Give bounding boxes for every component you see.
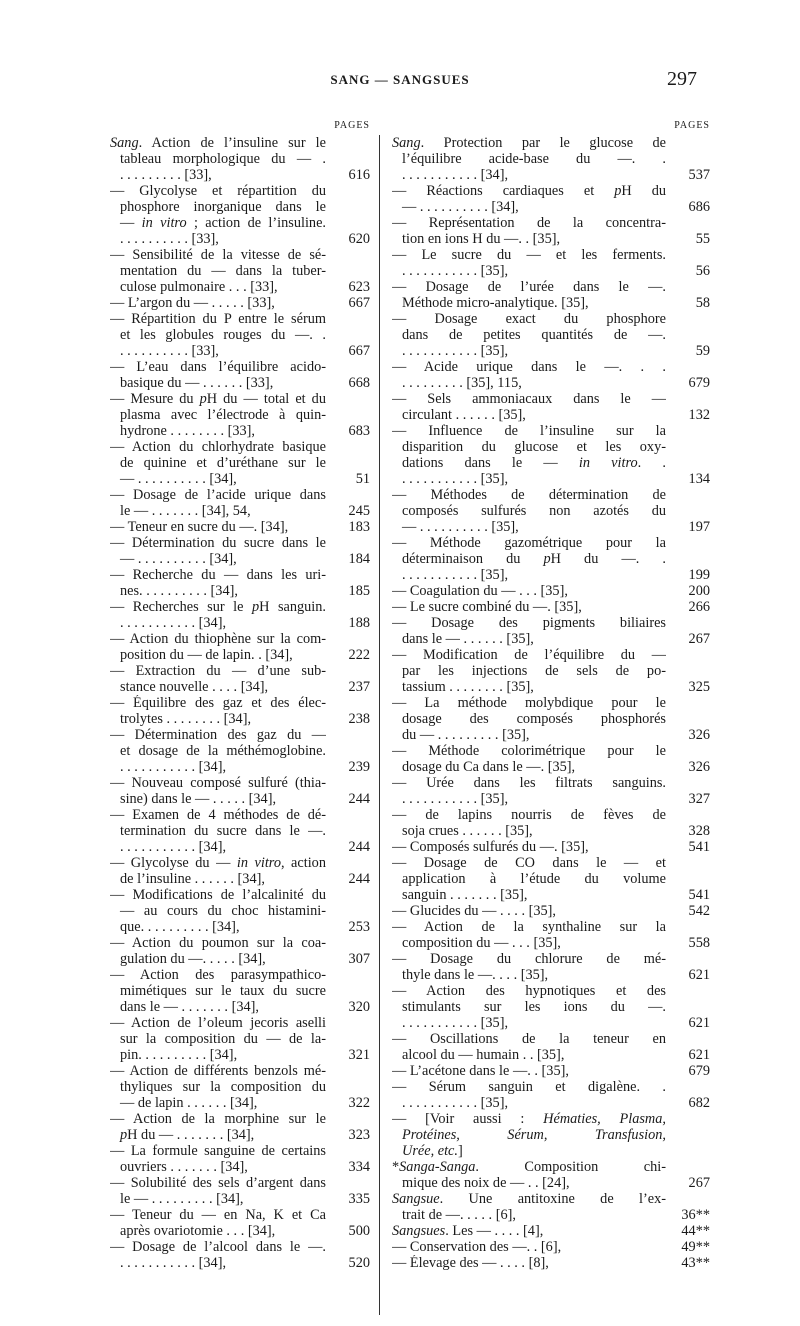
index-entry — [110, 807, 370, 855]
index-entry — [110, 1143, 370, 1175]
entry-page-ref: 537 — [688, 167, 710, 183]
index-entry — [392, 487, 710, 535]
entry-page-ref: 267 — [688, 631, 710, 647]
index-entry — [392, 183, 710, 215]
entry-text-line: — Action du thiophène sur la com- — [110, 631, 326, 647]
entry-page-ref: 55 — [695, 231, 710, 247]
entry-page-ref: 682 — [688, 1095, 710, 1111]
entry-text-line: — Dosage du chlorure de mé- — [392, 951, 666, 967]
entry-text-line: alcool du — humain . . [35], — [402, 1047, 565, 1063]
entry-text-line: composés sulfurés non azotés du — [402, 503, 666, 519]
entry-text-line: plasma avec l’électrode à quin- — [120, 407, 326, 423]
entry-text-line: — Sels ammoniacaux dans le — — [392, 391, 666, 407]
index-entry — [392, 311, 710, 359]
entry-text-line: . . . . . . . . . . . [35], — [402, 263, 509, 279]
entry-text-line: Urée, etc.] — [402, 1143, 463, 1159]
index-column-right — [392, 118, 710, 1271]
entry-text-line: soja crues . . . . . . [35], — [402, 823, 533, 839]
index-entry — [110, 727, 370, 775]
index-entry — [392, 1223, 710, 1239]
entry-text-line: composition du — . . . [35], — [402, 935, 561, 951]
entry-text-line: — La formule sanguine de certains — [110, 1143, 326, 1159]
entry-text-line: — Action du poumon sur la coa- — [110, 935, 326, 951]
entry-text-line: Méthode micro-analytique. [35], — [402, 295, 589, 311]
entry-page-ref: 326 — [688, 727, 710, 743]
index-entry — [110, 439, 370, 487]
entry-page-ref: 621 — [688, 1047, 710, 1063]
entry-text-line: — Extraction du — d’une sub- — [110, 663, 326, 679]
entry-text-line: dosage du Ca dans le —. [35], — [402, 759, 576, 775]
entry-page-ref: 667 — [348, 343, 370, 359]
entry-text-line: phosphore inorganique dans le — [120, 199, 326, 215]
entry-text-line: — Examen de 4 méthodes de dé- — [110, 807, 326, 823]
entry-text-line: — Teneur en sucre du —. [34], — [110, 519, 289, 535]
entry-page-ref: 244 — [348, 839, 370, 855]
entry-text-line: — Action de l’oleum jecoris aselli — [110, 1015, 326, 1031]
entry-text-line: — Recherche du — dans les uri- — [110, 567, 326, 583]
index-entry — [392, 983, 710, 1031]
entry-text-line: . . . . . . . . . . [33], — [120, 231, 219, 247]
entry-page-ref: 199 — [688, 567, 710, 583]
index-entry — [392, 135, 710, 183]
entry-page-ref: 44** — [681, 1223, 710, 1239]
index-entry — [392, 615, 710, 647]
entry-text-line: thyliques sur la composition du — [120, 1079, 326, 1095]
entry-text-line: déterminaison du pH du —. . — [402, 551, 666, 567]
entry-text-line: — Mesure du pH du — total et du — [110, 391, 326, 407]
index-entry — [110, 183, 370, 247]
index-entry — [392, 1111, 710, 1159]
entry-text-line: thyle dans le —. . . . [35], — [402, 967, 549, 983]
entry-text-line: le — . . . . . . . . . [34], — [120, 1191, 244, 1207]
entry-text-line: — Modification de l’équilibre du — — [392, 647, 666, 663]
entry-text-line: . . . . . . . . . [33], — [120, 167, 212, 183]
entry-text-line: — Méthode colorimétrique pour le — [392, 743, 666, 759]
entry-page-ref: 56 — [695, 263, 710, 279]
entry-page-ref: 253 — [348, 919, 370, 935]
entry-text-line: — Conservation des —. . [6], — [392, 1239, 562, 1255]
entry-page-ref: 238 — [348, 711, 370, 727]
entry-page-ref: 183 — [348, 519, 370, 535]
entry-text-line: . . . . . . . . . . . [34], — [120, 615, 227, 631]
entry-page-ref: 245 — [348, 503, 370, 519]
entry-text-line: — Le sucre combiné du —. [35], — [392, 599, 582, 615]
entry-text-line: culose pulmonaire . . . [33], — [120, 279, 278, 295]
entry-text-line: — Action de la synthaline sur la — [392, 919, 666, 935]
entry-text-line: stance nouvelle . . . . [34], — [120, 679, 269, 695]
index-entry — [110, 935, 370, 967]
entry-page-ref: 307 — [348, 951, 370, 967]
index-entry — [392, 839, 710, 855]
entry-text-line: . . . . . . . . . . . [35], — [402, 343, 509, 359]
entry-text-line: trait de —. . . . . [6], — [402, 1207, 516, 1223]
entry-text-line: — Oscillations de la teneur en — [392, 1031, 666, 1047]
entry-text-line: — Recherches sur le pH sanguin. — [110, 599, 326, 615]
index-entry — [110, 1175, 370, 1207]
entry-page-ref: 541 — [688, 839, 710, 855]
index-entry — [392, 423, 710, 487]
entry-text-line: — Dosage de l’acide urique dans — [110, 487, 326, 503]
entry-page-ref: 185 — [348, 583, 370, 599]
entry-page-ref: 320 — [348, 999, 370, 1015]
entry-text-line: — Sensibilité de la vitesse de sé- — [110, 247, 326, 263]
index-entry — [392, 391, 710, 423]
index-entry — [110, 631, 370, 663]
entry-text-line: — Action de différents benzols mé- — [110, 1063, 326, 1079]
entry-text-line: . . . . . . . . . . . [35], — [402, 791, 509, 807]
entry-text-line: — Détermination des gaz du — — [110, 727, 326, 743]
index-entry — [110, 519, 370, 535]
running-title: SANG — SANGSUES — [330, 72, 470, 87]
entry-page-ref: 325 — [688, 679, 710, 695]
entry-text-line: Sangsue. Une antitoxine de l’ex- — [392, 1191, 666, 1207]
entry-page-ref: 237 — [348, 679, 370, 695]
entry-text-line: tassium . . . . . . . . [35], — [402, 679, 534, 695]
entry-text-line: dations dans le — in vitro. . — [402, 455, 666, 471]
index-entry — [110, 1111, 370, 1143]
entry-text-line: termination du sucre dans le —. — [120, 823, 326, 839]
index-entry — [110, 247, 370, 295]
index-entry — [392, 1063, 710, 1079]
entry-text-line: — Acide urique dans le —. . . — [392, 359, 666, 375]
entry-text-line: — Dosage de l’alcool dans le —. — [110, 1239, 326, 1255]
index-entry — [110, 1063, 370, 1111]
entry-page-ref: 58 — [695, 295, 710, 311]
index-entry — [392, 919, 710, 951]
index-entry — [392, 599, 710, 615]
entry-page-ref: 266 — [688, 599, 710, 615]
entry-page-ref: 200 — [688, 583, 710, 599]
entry-text-line: — Urée dans les filtrats sanguins. — [392, 775, 666, 791]
entry-text-line: — in vitro ; action de l’insuline. — [120, 215, 326, 231]
index-entry — [392, 215, 710, 247]
index-entry — [392, 903, 710, 919]
entry-text-line: hydrone . . . . . . . . [33], — [120, 423, 256, 439]
entry-text-line: — Dosage des pigments biliaires — [392, 615, 666, 631]
index-entry — [392, 807, 710, 839]
index-entry — [110, 391, 370, 439]
entry-text-line: . . . . . . . . . . . [35], — [402, 1095, 509, 1111]
index-entry — [392, 951, 710, 983]
entry-text-line: sanguin . . . . . . . [35], — [402, 887, 528, 903]
entry-text-line: — Dosage de l’urée dans le —. — [392, 279, 666, 295]
index-entry — [110, 487, 370, 519]
entry-text-line: — Représentation de la concentra- — [392, 215, 666, 231]
entry-page-ref — [666, 1143, 710, 1159]
index-entry — [392, 279, 710, 311]
entry-page-ref: 500 — [348, 1223, 370, 1239]
entry-page-ref: 51 — [355, 471, 370, 487]
entry-page-ref: 188 — [348, 615, 370, 631]
entry-page-ref: 267 — [688, 1175, 710, 1191]
entry-text-line: mique des noix de — . . [24], — [402, 1175, 570, 1191]
entry-text-line: — Équilibre des gaz et des élec- — [110, 695, 326, 711]
entry-text-line: que. . . . . . . . . . [34], — [120, 919, 240, 935]
entry-text-line: — Action des parasympathico- — [110, 967, 326, 983]
running-header — [0, 68, 800, 96]
entry-text-line: basique du — . . . . . . [33], — [120, 375, 274, 391]
index-entry — [392, 535, 710, 583]
entry-text-line: . . . . . . . . . . . [34], — [120, 1255, 227, 1271]
index-entry — [110, 695, 370, 727]
entry-text-line: dans de petites quantités de —. — [402, 327, 666, 343]
index-entry — [392, 247, 710, 279]
entry-page-ref: 623 — [348, 279, 370, 295]
pages-heading: PAGES — [334, 120, 370, 131]
entry-text-line: sine) dans le — . . . . . [34], — [120, 791, 277, 807]
entry-page-ref: 616 — [348, 167, 370, 183]
entry-page-ref: 667 — [348, 295, 370, 311]
entry-text-line: — au cours du choc histamini- — [120, 903, 326, 919]
entry-page-ref: 558 — [688, 935, 710, 951]
entry-text-line: — Détermination du sucre dans le — [110, 535, 326, 551]
entry-text-line: — L’eau dans l’équilibre acido- — [110, 359, 326, 375]
entry-text-line: — L’acétone dans le —. . [35], — [392, 1063, 569, 1079]
entry-text-line: mentation du — dans la tuber- — [120, 263, 326, 279]
entry-text-line: pH du — . . . . . . . [34], — [120, 1127, 255, 1143]
entry-page-ref: 184 — [348, 551, 370, 567]
entry-text-line: . . . . . . . . . . . [35], — [402, 1015, 509, 1031]
entry-text-line: — Glucides du — . . . . [35], — [392, 903, 556, 919]
index-entry — [110, 855, 370, 887]
index-entry — [110, 1207, 370, 1239]
index-entry — [110, 311, 370, 359]
entry-page-ref: 328 — [688, 823, 710, 839]
entry-text-line: — Glycolyse et répartition du — [110, 183, 326, 199]
entry-text-line: — Action du chlorhydrate basique — [110, 439, 326, 455]
entry-text-line: — de lapins nourris de fèves de — [392, 807, 666, 823]
entry-page-ref: 132 — [688, 407, 710, 423]
index-entry — [110, 967, 370, 1015]
entry-page-ref: 36** — [681, 1207, 710, 1223]
entry-text-line: . . . . . . . . . . . [35], — [402, 567, 509, 583]
entry-page-ref: 197 — [688, 519, 710, 535]
entry-page-ref: 43** — [681, 1255, 710, 1271]
index-entry — [392, 1255, 710, 1271]
index-entry — [392, 855, 710, 903]
entry-text-line: . . . . . . . . . . . [34], — [120, 759, 227, 775]
page-number: 297 — [667, 68, 697, 90]
entry-text-line: — Répartition du P entre le sérum — [110, 311, 326, 327]
entry-text-line: . . . . . . . . . . [33], — [120, 343, 219, 359]
entry-text-line: — Composés sulfurés du —. [35], — [392, 839, 589, 855]
entry-page-ref: 683 — [348, 423, 370, 439]
index-entry — [392, 647, 710, 695]
entry-page-ref: 679 — [688, 375, 710, 391]
entry-text-line: sur la composition du — de la- — [120, 1031, 326, 1047]
entry-page-ref: 520 — [348, 1255, 370, 1271]
entry-page-ref: 621 — [688, 1015, 710, 1031]
index-entry — [392, 743, 710, 775]
entry-text-line: du — . . . . . . . . . [35], — [402, 727, 530, 743]
entry-text-line: de quinine et d’uréthane sur le — [120, 455, 326, 471]
entry-text-line: — Action de la morphine sur le — [110, 1111, 326, 1127]
index-entry — [392, 1159, 710, 1191]
entry-page-ref: 541 — [688, 887, 710, 903]
entry-text-line: — Coagulation du — . . . [35], — [392, 583, 568, 599]
index-entry — [110, 295, 370, 311]
index-entry — [110, 1015, 370, 1063]
entry-page-ref: 620 — [348, 231, 370, 247]
entry-text-line: gulation du —. . . . . [34], — [120, 951, 266, 967]
entry-page-ref: 49** — [681, 1239, 710, 1255]
entry-text-line: mimétiques sur le taux du sucre — [120, 983, 326, 999]
entry-text-line: ouvriers . . . . . . . [34], — [120, 1159, 248, 1175]
entry-text-line: — Dosage exact du phosphore — [392, 311, 666, 327]
entry-text-line: le — . . . . . . . [34], 54, — [120, 503, 251, 519]
entry-text-line: — Méthode gazométrique pour la — [392, 535, 666, 551]
entry-text-line: Sang. Action de l’insuline sur le — [110, 135, 326, 151]
index-entry — [110, 887, 370, 935]
entry-text-line: — de lapin . . . . . . [34], — [120, 1095, 258, 1111]
entry-text-line: et dosage de la méthémoglobine. — [120, 743, 326, 759]
index-entry — [110, 135, 370, 183]
entry-text-line: — Action des hypnotiques et des — [392, 983, 666, 999]
column-divider — [379, 135, 380, 1315]
entry-text-line: — La méthode molybdique pour le — [392, 695, 666, 711]
entry-text-line: stimulants sur les ions du —. — [402, 999, 666, 1015]
entry-page-ref: 244 — [348, 791, 370, 807]
entry-page-ref: 239 — [348, 759, 370, 775]
entry-text-line: — Glycolyse du — in vitro, action — [110, 855, 326, 871]
index-entry — [392, 1079, 710, 1111]
entry-text-line: disparition du glucose et les oxy- — [402, 439, 666, 455]
entry-page-ref: 686 — [688, 199, 710, 215]
index-entry — [110, 567, 370, 599]
entry-text-line: — Influence de l’insuline sur la — [392, 423, 666, 439]
entry-page-ref: 679 — [688, 1063, 710, 1079]
entry-text-line: — Le sucre du — et les ferments. — [392, 247, 666, 263]
entry-text-line: de l’insuline . . . . . . [34], — [120, 871, 265, 887]
entry-text-line: — [Voir aussi : Hématies, Plasma, — [392, 1111, 666, 1127]
entry-text-line: Sang. Protection par le glucose de — [392, 135, 666, 151]
index-entry — [110, 1239, 370, 1271]
entry-text-line: — Solubilité des sels d’argent dans — [110, 1175, 326, 1191]
entry-text-line: dosage des composés phosphorés — [402, 711, 666, 727]
index-entry — [110, 599, 370, 631]
entry-text-line: . . . . . . . . . . . [34], — [402, 167, 509, 183]
entry-page-ref: 244 — [348, 871, 370, 887]
index-entry — [392, 1191, 710, 1223]
index-entry — [110, 775, 370, 807]
index-entry — [392, 583, 710, 599]
entry-text-line: nes. . . . . . . . . . [34], — [120, 583, 238, 599]
entry-text-line: — L’argon du — . . . . . [33], — [110, 295, 275, 311]
entry-text-line: tion en ions H du —. . [35], — [402, 231, 561, 247]
entry-text-line: Sangsues. Les — . . . . [4], — [392, 1223, 544, 1239]
entry-text-line: après ovariotomie . . . [34], — [120, 1223, 276, 1239]
pages-heading: PAGES — [674, 120, 710, 131]
entry-page-ref: 59 — [695, 343, 710, 359]
entry-text-line: *Sanga-Sanga. Composition chi- — [392, 1159, 666, 1175]
entry-text-line: — Teneur du — en Na, K et Ca — [110, 1207, 326, 1223]
entry-page-ref: 323 — [348, 1127, 370, 1143]
entry-text-line: — . . . . . . . . . . [34], — [120, 551, 237, 567]
entry-text-line: tableau morphologique du — . — [120, 151, 326, 167]
entry-text-line: application à l’étude du volume — [402, 871, 666, 887]
index-entry — [392, 359, 710, 391]
entry-text-line: par les injections de sels de po- — [402, 663, 666, 679]
entry-text-line: — Méthodes de détermination de — [392, 487, 666, 503]
entry-page-ref: 134 — [688, 471, 710, 487]
entry-text-line: et les globules rouges du —. . — [120, 327, 326, 343]
entry-page-ref: 335 — [348, 1191, 370, 1207]
index-entry — [392, 1239, 710, 1255]
index-entry — [110, 535, 370, 567]
entry-text-line: — . . . . . . . . . . [34], — [402, 199, 519, 215]
entry-text-line: . . . . . . . . . . . [35], — [402, 471, 509, 487]
entry-page-ref: 327 — [688, 791, 710, 807]
entry-text-line: pin. . . . . . . . . . [34], — [120, 1047, 238, 1063]
entry-page-ref: 321 — [348, 1047, 370, 1063]
entry-page-ref: 668 — [348, 375, 370, 391]
entry-page-ref: 322 — [348, 1095, 370, 1111]
entry-text-line: Protéines, Sérum, Transfusion, — [402, 1127, 666, 1143]
index-entry — [392, 1031, 710, 1063]
index-entry — [110, 359, 370, 391]
entry-text-line: — Élevage des — . . . . [8], — [392, 1255, 549, 1271]
index-entry — [110, 663, 370, 695]
entry-text-line: — Dosage de CO dans le — et — [392, 855, 666, 871]
entry-text-line: — . . . . . . . . . . [34], — [120, 471, 237, 487]
entry-text-line: — Sérum sanguin et digalène. . — [392, 1079, 666, 1095]
entry-text-line: — . . . . . . . . . . [35], — [402, 519, 519, 535]
entry-page-ref: 542 — [688, 903, 710, 919]
entry-text-line: dans le — . . . . . . . [34], — [120, 999, 259, 1015]
entry-text-line: — Modifications de l’alcalinité du — [110, 887, 326, 903]
entry-text-line: trolytes . . . . . . . . [34], — [120, 711, 252, 727]
entry-text-line: — Réactions cardiaques et pH du — [392, 183, 666, 199]
entry-page-ref: 222 — [348, 647, 370, 663]
entry-text-line: circulant . . . . . . [35], — [402, 407, 526, 423]
index-column-left — [110, 118, 370, 1271]
entry-text-line: l’équilibre acide-base du —. . — [402, 151, 666, 167]
entry-page-ref: 326 — [688, 759, 710, 775]
entry-text-line: dans le — . . . . . . [35], — [402, 631, 534, 647]
index-entry — [392, 695, 710, 743]
entry-page-ref: 334 — [348, 1159, 370, 1175]
entry-text-line: position du — de lapin. . [34], — [120, 647, 293, 663]
entry-text-line: . . . . . . . . . [35], 115, — [402, 375, 522, 391]
index-entry — [392, 775, 710, 807]
entry-text-line: — Nouveau composé sulfuré (thia- — [110, 775, 326, 791]
entry-text-line: . . . . . . . . . . . [34], — [120, 839, 227, 855]
entry-page-ref: 621 — [688, 967, 710, 983]
